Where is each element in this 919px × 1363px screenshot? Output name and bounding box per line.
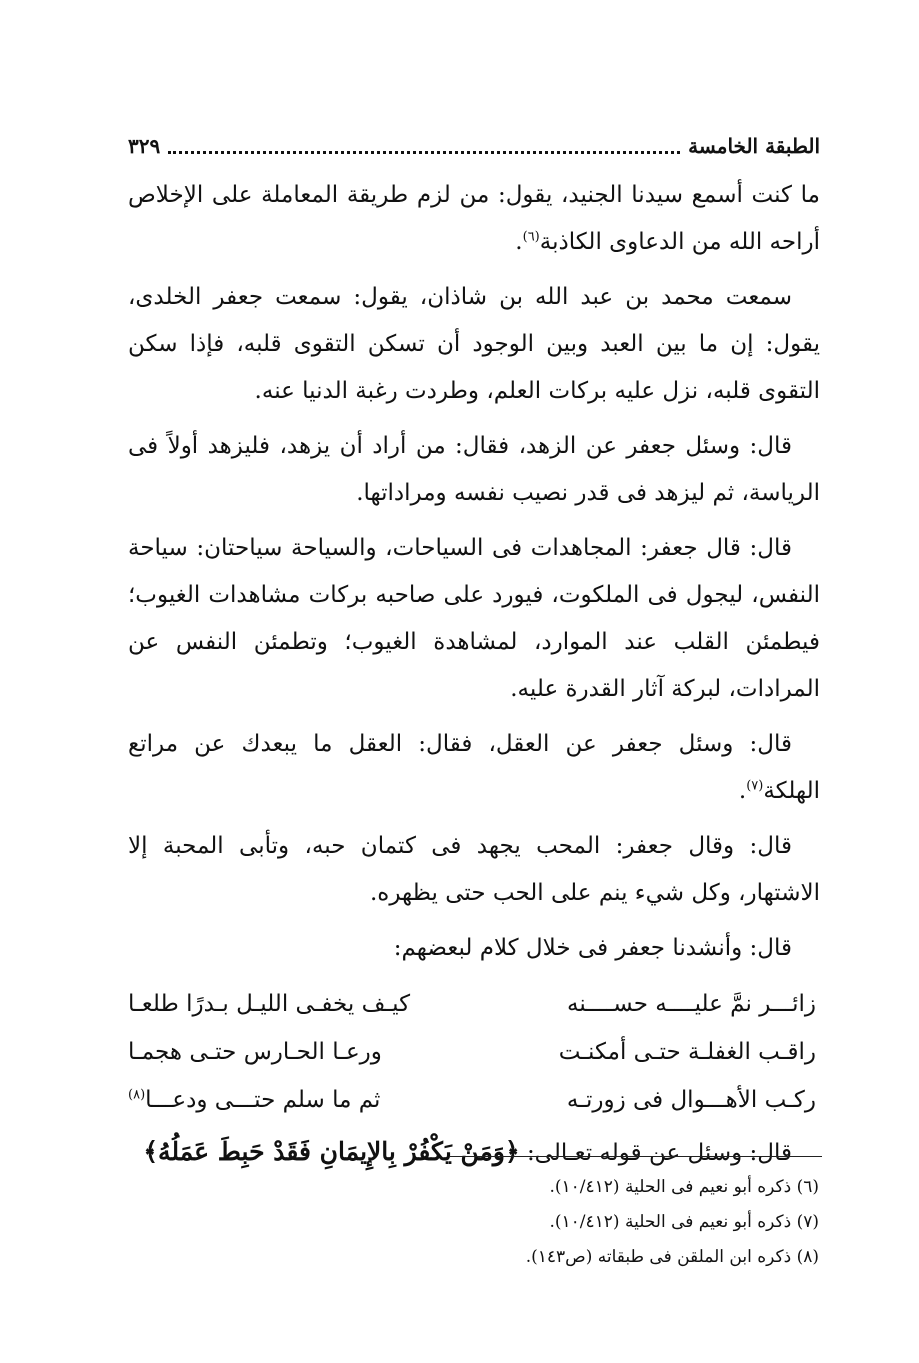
hemistich-text: ورعـا الحـارس حتـى هجمـا [128, 1038, 382, 1065]
poem-verse [128, 1076, 820, 1124]
footnotes [459, 1170, 819, 1275]
poem-verse [128, 1028, 820, 1076]
verse-second-hemistich [128, 1029, 448, 1076]
paragraph-text: قال: وأنشدنا جعفر فى خلال كلام لبعضهم: [393, 935, 792, 961]
paragraph [128, 172, 820, 266]
paragraph [128, 823, 820, 917]
paragraph-end: . [515, 229, 523, 255]
paragraph-text: قال: وقال جعفر: المحب يجهد فى كتمان حبه، وتأبى المحبة إلا الاشتهار، وكل شيء ينم على الحب حتى يظهره. [128, 833, 820, 906]
main-text [128, 172, 820, 1177]
footnote: (٦) ذكره أبو نعيم فى الحلية (١٠/٤١٢). [549, 1177, 819, 1197]
paragraph-text: ما كنت أسمع سيدنا الجنيد، يقول: من لزم طريقة المعاملة على الإخلاص أراحه الله من الدعاوى الكاذبة [128, 182, 820, 255]
header-leader-dots [168, 151, 680, 154]
footnote-reference: (٦) [522, 229, 540, 245]
paragraph-text: سمعت محمد بن عبد الله بن شاذان، يقول: سمعت جعفر الخلدى، يقول: إن ما بين العبد وبين الوجود أن تسكن التقوى قلبه، فإذا سكن التقوى قلبه، نزل عليه بركات العلم، وطردت رغبة الدنيا عنه. [128, 284, 820, 404]
paragraph-text: قال: وسئل جعفر عن الزهد، فقال: من أراد أن يزهد، فليزهد أولاً فى الرياسة، ثم ليزهد فى قدر نصيب نفسه ومراداتها. [128, 433, 820, 506]
page-number: ٣٢٩ [128, 134, 161, 158]
footnote-reference: (٨) [128, 1086, 146, 1102]
footnote-separator [450, 1156, 822, 1157]
verse-first-hemistich: زائـــر نمَّ عليــــه حســــنه [567, 990, 816, 1017]
hemistich-text: كيـف يخفـى الليـل بـدرًا طلعـا [128, 990, 411, 1017]
footnote: (٧) ذكره أبو نعيم فى الحلية (١٠/٤١٢). [549, 1212, 819, 1232]
running-header [128, 128, 820, 164]
footnote-reference: (٧) [746, 778, 764, 794]
footnote: (٨) ذكره ابن الملقن فى طبقاته (ص١٤٣). [525, 1247, 819, 1267]
section-title: الطبقة الخامسة [688, 134, 820, 158]
hemistich-text: ثم ما سلم حتـــى ودعـــا [145, 1086, 381, 1113]
poem-verse [128, 980, 820, 1028]
paragraph [128, 423, 820, 517]
paragraph [128, 925, 820, 972]
poem [128, 980, 820, 1124]
book-page [128, 128, 820, 1185]
paragraph [128, 525, 820, 713]
quran-verse: ﴿وَمَنْ يَكْفُرْ بِالإِيمَانِ فَقَدْ حَبِطَ عَمَلُهُ﴾ [143, 1137, 520, 1166]
paragraph-text: قال: وسئل عن قوله تعـالى: [526, 1140, 792, 1166]
paragraph [128, 721, 820, 815]
verse-second-hemistich [128, 981, 448, 1028]
verse-second-hemistich [128, 1077, 448, 1124]
paragraph-text: قال: وسئل جعفر عن العقل، فقال: العقل ما يبعدك عن مراتع الهلكة [128, 731, 820, 804]
paragraph [128, 274, 820, 415]
paragraph-end: . [738, 778, 747, 804]
verse-first-hemistich: راقـب الغفلـة حتـى أمكنـت [558, 1038, 816, 1065]
verse-first-hemistich: ركـب الأهـــوال فى زورتـه [566, 1086, 816, 1113]
paragraph-text: قال: قال جعفر: المجاهدات فى السياحات، والسياحة سياحتان: سياحة النفس، ليجول فى الملكوت، فيورد على صاحبه بركات مشاهدات الغيوب؛ فيطمئن القلب عند الموارد، لمشاهدة الغيوب؛ وتطمئن النفس عن المرادات، لبركة آثار القدرة عليه. [128, 535, 820, 702]
